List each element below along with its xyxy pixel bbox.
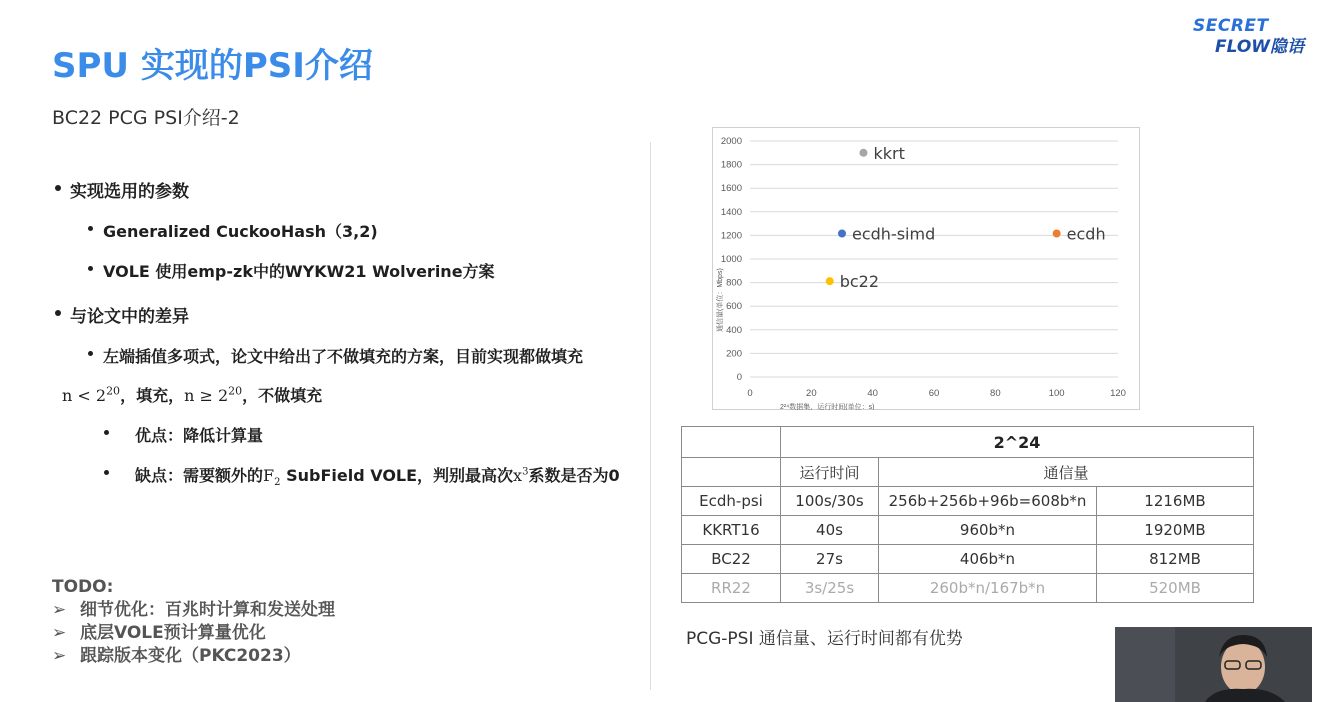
slide-subtitle: BC22 PCG PSI介绍-2 [52,107,240,129]
chart-x-tick-label: 80 [990,388,1001,399]
table-cell-formula: 406b*n [879,545,1097,574]
bullet-icon [104,430,109,435]
table-cell-formula: 960b*n [879,516,1097,545]
chart-point-label: kkrt [873,143,905,163]
con-field: F [263,466,275,485]
chart-frame [713,128,1140,410]
table-row [682,574,1254,603]
todo-item [52,599,335,622]
arrow-icon: ➢ [52,600,67,620]
table-header-row [682,427,1254,458]
table-cell-formula: 256b+256b+96b=608b*n [879,487,1097,516]
todo-item-text: 底层VOLE预计算量优化 [80,623,266,643]
chart-y-tick-label: 800 [726,277,742,289]
todo-item-text: 细节优化：百兆时计算和发送处理 [80,600,335,620]
pro-item: 优点：降低计算量 [135,426,264,445]
table-group-header: 2^24 [781,427,1254,458]
chart-x-axis-label: 2²⁴数据集，运行时间(单位：s) [780,404,875,410]
todo-item [52,645,335,668]
con-text-c: 系数是否为0 [528,466,620,485]
con-x-sup: 3 [522,466,529,478]
bullet-icon [88,351,93,356]
chart-x-tick-label: 20 [806,388,817,399]
chart-y-tick-label: 1200 [720,230,742,242]
chart-point-ecdh [1053,230,1061,238]
table-row [682,487,1254,516]
table-cell-name: BC22 [682,545,781,574]
todo-item-text: 跟踪版本变化（PKC2023） [80,646,301,666]
slide-title: SPU 实现的PSI介绍 [52,46,373,86]
con-text-a: 缺点：需要额外的 [135,466,264,485]
chart-y-tick-label: 1000 [720,254,742,265]
chart-y-tick-label: 1800 [720,159,742,171]
table-cell-size: 1216MB [1097,487,1254,516]
speaker-face [1221,640,1265,694]
table-corner-cell [682,427,781,458]
table-cell-name: KKRT16 [682,516,781,545]
chart-point-bc22 [826,277,834,285]
bullet-icon [88,266,93,271]
table-cell-time: 40s [781,516,879,545]
chart-y-tick-label: 200 [726,348,742,360]
con-text-b: SubField VOLE，判别最高次 [280,466,514,485]
todo-item [52,622,335,645]
chart-point-label: ecdh [1066,224,1106,244]
chart-x-tick-label: 120 [1110,388,1126,399]
chart-y-tick-label: 400 [726,324,742,336]
table-cell-name: Ecdh-psi [682,487,781,516]
table-cell-time: 100s/30s [781,487,879,516]
diff-item-interpolation: 左端插值多项式，论文中给出了不做填充的方案，目前实现都做填充 [103,347,584,366]
table-cell-formula: 260b*n/167b*n [879,574,1097,603]
con-item [135,463,620,488]
section-heading-diff: 与论文中的差异 [70,307,189,327]
arrow-icon: ➢ [52,623,67,643]
table-cell-size: 1920MB [1097,516,1254,545]
chart-point-label: bc22 [839,272,880,292]
psi-scatter-chart [712,127,1140,410]
param-item-vole: VOLE 使用emp-zk中的WYKW21 Wolverine方案 [103,262,495,281]
table-subheader-row [682,458,1254,487]
table-cell-time: 27s [781,545,879,574]
bullet-icon [88,226,93,231]
table-empty-cell [682,458,781,487]
speaker-video-thumbnail [1115,627,1312,702]
con-x: x [513,466,523,485]
column-divider [650,142,651,690]
bullet-icon [55,310,61,316]
condition-exp1: 20 [106,384,121,398]
secretflow-logo [1193,16,1305,57]
table-cell-size: 812MB [1097,545,1254,574]
table-col-comm: 通信量 [879,458,1254,487]
logo-text-top: SECRET [1193,16,1269,36]
con-field-sub: 2 [274,477,281,489]
bullet-icon [104,470,109,475]
chart-point-kkrt [859,149,867,157]
condition-n-geq: n ≥ 2 [184,386,229,405]
table-row [682,545,1254,574]
chart-point-ecdh-simd [838,230,846,238]
comparison-table [681,426,1254,603]
chart-x-tick-label: 40 [867,388,878,399]
condition-mid: ，填充， [120,386,185,405]
table-cell-name: RR22 [682,574,781,603]
table-row [682,516,1254,545]
table-cell-size: 520MB [1097,574,1254,603]
chart-x-tick-label: 100 [1048,388,1065,399]
chart-y-tick-label: 2000 [720,136,742,147]
condition-end: ，不做填充 [242,386,323,405]
todo-section [52,576,335,668]
chart-y-tick-label: 1600 [720,183,742,195]
arrow-icon: ➢ [52,646,67,666]
section-heading-params: 实现选用的参数 [70,182,189,202]
condition-n-less: n < 2 [62,386,107,405]
chart-y-tick-label: 600 [726,301,742,313]
condition-exp2: 20 [228,384,243,398]
chart-x-tick-label: 0 [747,388,753,399]
chart-y-tick-label: 1400 [720,206,742,218]
table-cell-time: 3s/25s [781,574,879,603]
param-item-cuckoohash: Generalized CuckooHash（3,2) [103,222,378,241]
logo-text-bottom: FLOW隐语 [1215,37,1305,57]
chart-caption: PCG-PSI 通信量、运行时间都有优势 [686,629,963,649]
table-col-time: 运行时间 [781,458,879,487]
chart-y-axis-label: 通信量(单位：Mbps) [717,268,724,332]
chart-x-tick-label: 60 [928,388,940,399]
chart-point-label: ecdh-simd [852,224,936,244]
bullet-icon [55,185,61,191]
padding-condition [62,383,322,406]
chart-y-tick-label: 0 [736,372,742,383]
todo-heading: TODO: [52,577,114,597]
